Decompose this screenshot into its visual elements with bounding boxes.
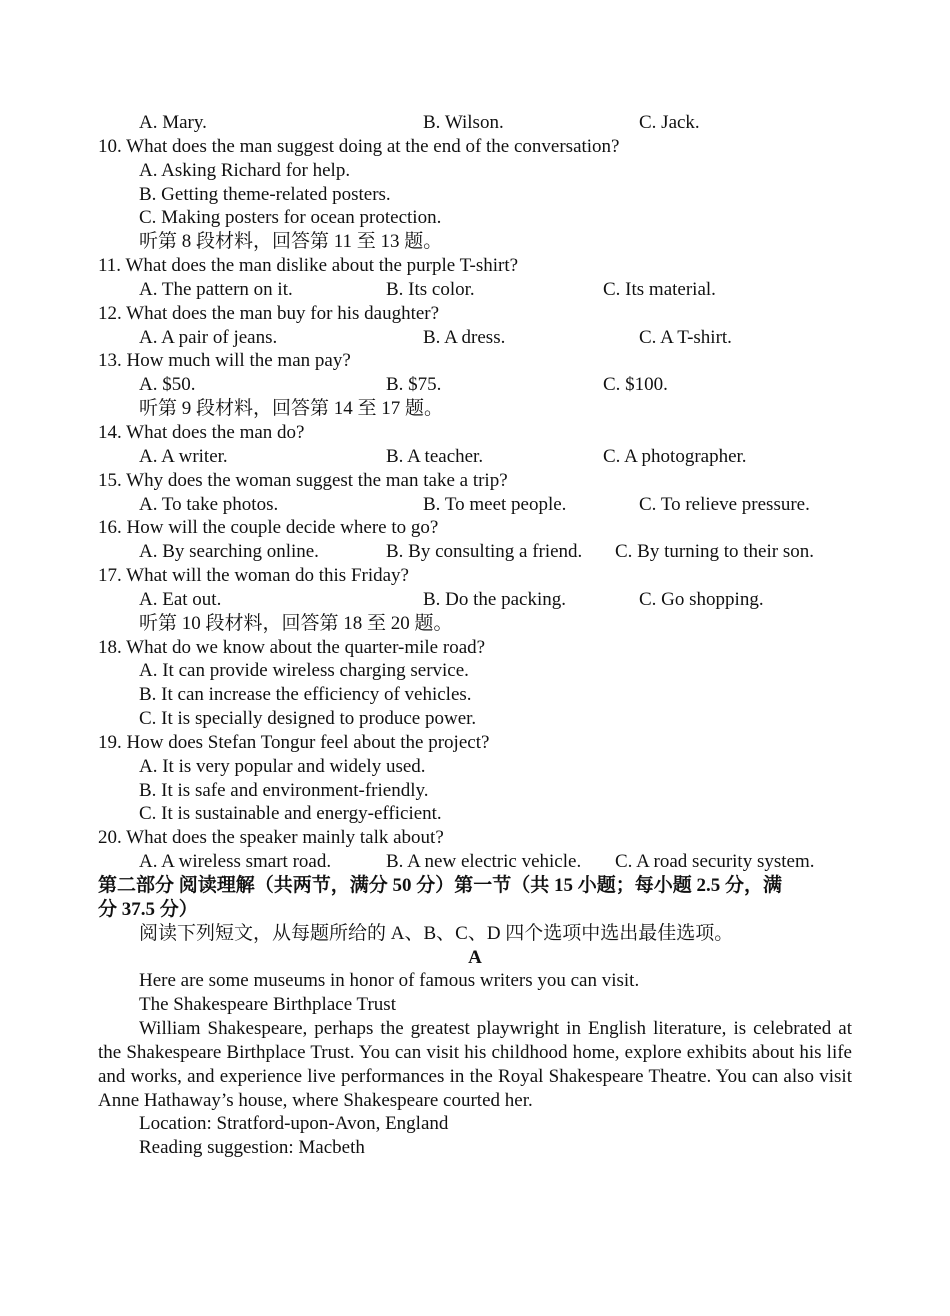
q18-question: 18. What do we know about the quarter-mile road? bbox=[98, 636, 486, 658]
q10-option-b: B. Getting theme-related posters. bbox=[139, 183, 391, 205]
q9-option-a: A. Mary. bbox=[139, 112, 207, 133]
q15-option-c: C. To relieve pressure. bbox=[639, 493, 810, 515]
q16-option-c: C. By turning to their son. bbox=[615, 541, 814, 563]
q14-option-a: A. A writer. bbox=[139, 445, 228, 467]
section-10-instruction: 听第 10 段材料，回答第 18 至 20 题。 bbox=[139, 612, 453, 634]
q11-option-b: B. Its color. bbox=[386, 278, 475, 300]
q10-option-a: A. Asking Richard for help. bbox=[139, 159, 351, 181]
q19-question: 19. How does Stefan Tongur feel about the project? bbox=[98, 731, 490, 753]
q9-option-c: C. Jack. bbox=[639, 112, 700, 133]
q14-options bbox=[98, 445, 852, 469]
q12-option-b: B. A dress. bbox=[423, 326, 506, 348]
passage-intro: Here are some museums in honor of famous writers you can visit. bbox=[139, 970, 640, 992]
q16-option-b: B. By consulting a friend. bbox=[386, 541, 583, 563]
q13-option-a: A. $50. bbox=[139, 374, 196, 396]
q16-question: 16. How will the couple decide where to go? bbox=[98, 517, 439, 539]
q12-option-c: C. A T-shirt. bbox=[639, 326, 732, 348]
q12-option-a: A. A pair of jeans. bbox=[139, 326, 278, 348]
q9-option-b: B. Wilson. bbox=[423, 112, 504, 133]
q20-options bbox=[98, 850, 852, 874]
q19-option-a: A. It is very popular and widely used. bbox=[139, 755, 426, 777]
q14-question: 14. What does the man do? bbox=[98, 421, 305, 443]
q13-option-b: B. $75. bbox=[386, 374, 442, 396]
q19-option-b: B. It is safe and environment-friendly. bbox=[139, 779, 429, 801]
q20-option-c: C. A road security system. bbox=[615, 851, 815, 873]
museum-1-body: William Shakespeare, perhaps the greatest playwright in English literature, is celebrated at the Shakespeare Birthplace Trust. You can visit his childhood home, explore exhibits about his life and works, and experience live performances in the Royal Shakespeare Theatre. You can also visit Anne Hathaway’s house, where Shakespeare courted her. bbox=[98, 1018, 852, 1111]
q17-option-b: B. Do the packing. bbox=[423, 588, 567, 610]
q18-option-b: B. It can increase the efficiency of vehicles. bbox=[139, 684, 472, 706]
q20-option-a: A. A wireless smart road. bbox=[139, 851, 332, 873]
q15-question: 15. Why does the woman suggest the man take a trip? bbox=[98, 469, 508, 491]
q15-option-a: A. To take photos. bbox=[139, 493, 279, 515]
q10-option-c: C. Making posters for ocean protection. bbox=[139, 207, 442, 229]
q10-question: 10. What does the man suggest doing at the end of the conversation? bbox=[98, 135, 620, 157]
museum-1-reading: Reading suggestion: Macbeth bbox=[139, 1137, 365, 1159]
q17-option-c: C. Go shopping. bbox=[639, 588, 764, 610]
q13-option-c: C. $100. bbox=[603, 374, 668, 396]
q18-option-a: A. It can provide wireless charging service. bbox=[139, 660, 469, 682]
q20-option-b: B. A new electric vehicle. bbox=[386, 851, 582, 873]
q14-option-b: B. A teacher. bbox=[386, 445, 484, 467]
passage-letter: A bbox=[468, 946, 482, 968]
q17-option-a: A. Eat out. bbox=[139, 588, 222, 610]
q15-option-b: B. To meet people. bbox=[423, 493, 567, 515]
q12-options bbox=[98, 326, 852, 350]
q17-options bbox=[98, 588, 852, 612]
q18-option-c: C. It is specially designed to produce power. bbox=[139, 708, 477, 730]
q13-options bbox=[98, 373, 852, 397]
museum-1-location: Location: Stratford-upon-Avon, England bbox=[139, 1113, 449, 1135]
section-8-instruction: 听第 8 段材料，回答第 11 至 13 题。 bbox=[139, 231, 443, 253]
section-9-instruction: 听第 9 段材料，回答第 14 至 17 题。 bbox=[139, 398, 444, 420]
part2-heading-line2: 分 37.5 分） bbox=[98, 898, 198, 920]
q13-question: 13. How much will the man pay? bbox=[98, 350, 351, 372]
q11-option-c: C. Its material. bbox=[603, 278, 716, 300]
q15-options bbox=[98, 493, 852, 517]
q11-option-a: A. The pattern on it. bbox=[139, 278, 293, 300]
q9-options bbox=[98, 111, 852, 135]
q17-question: 17. What will the woman do this Friday? bbox=[98, 565, 409, 587]
museum-1-description bbox=[98, 1017, 852, 1112]
museum-1-name: The Shakespeare Birthplace Trust bbox=[139, 994, 396, 1016]
part2-heading-line1: 第二部分 阅读理解（共两节，满分 50 分）第一节（共 15 小题；每小题 2.5 分，满 bbox=[98, 875, 783, 896]
part2-instruction: 阅读下列短文，从每题所给的 A、B、C、D 四个选项中选出最佳选项。 bbox=[139, 922, 734, 944]
q11-question: 11. What does the man dislike about the purple T-shirt? bbox=[98, 255, 519, 277]
q14-option-c: C. A photographer. bbox=[603, 445, 747, 467]
exam-page bbox=[98, 111, 852, 1160]
q16-option-a: A. By searching online. bbox=[139, 541, 319, 563]
q11-options bbox=[98, 278, 852, 302]
q20-question: 20. What does the speaker mainly talk about? bbox=[98, 827, 444, 849]
q16-options bbox=[98, 540, 852, 564]
q19-option-c: C. It is sustainable and energy-efficient. bbox=[139, 803, 442, 825]
q12-question: 12. What does the man buy for his daughter? bbox=[98, 302, 440, 324]
